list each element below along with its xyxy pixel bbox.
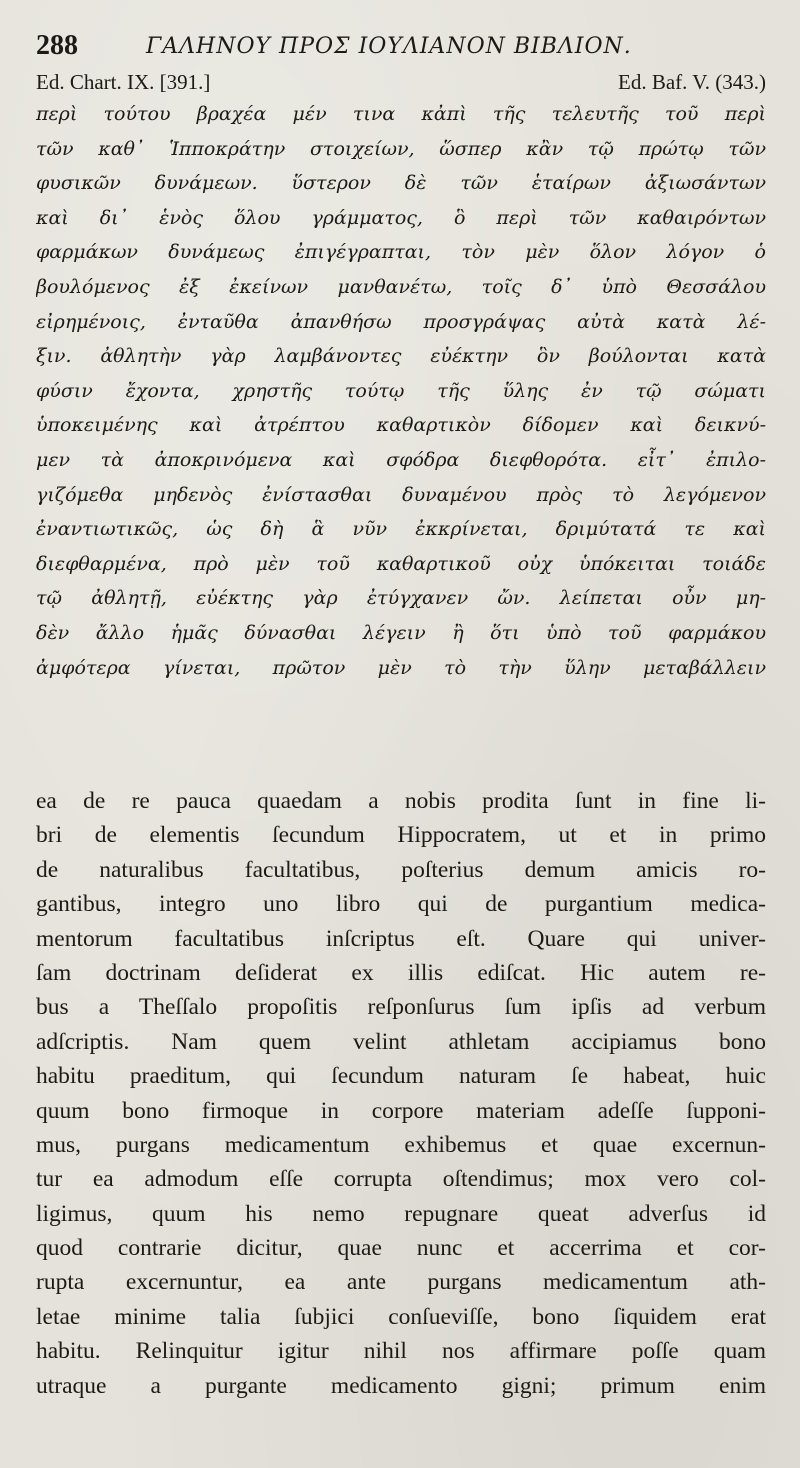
greek-text-line: ξιν. ἀθλητὴν γὰρ λαμβάνοντες εὐέκτην ὃν βούλονται κατὰ [36, 345, 766, 368]
latin-text-line: mentorum facultatibus inſcriptus eſt. Quare qui univer- [36, 925, 766, 952]
latin-text-line: habitu praeditum, qui ſecundum naturam ſe habeat, huic [36, 1063, 766, 1090]
greek-text-line: διεφθαρμένα, πρὸ μὲν τοῦ καθαρτικοῦ οὐχ ὑπόκειται τοιάδε [36, 552, 766, 575]
edition-chartier-reference: Ed. Chart. IX. [391.] [36, 70, 211, 94]
latin-text-line: tur ea admodum eſſe corrupta oſtendimus; mox vero col- [36, 1166, 766, 1193]
latin-text-line: mus, purgans medicamentum exhibemus et quae excernun- [36, 1131, 766, 1158]
greek-text-line: μεν τὰ ἀποκρινόμενα καὶ σφόδρα διεφθορότα. εἶτ᾽ ἐπιλο- [36, 448, 766, 471]
edition-basel-reference: Ed. Baf. V. (343.) [618, 70, 766, 94]
greek-text-line: δὲν ἄλλο ἡμᾶς δύνασθαι λέγειν ἢ ὅτι ὑπὸ τοῦ φαρμάκου [36, 621, 766, 644]
greek-text-line: ὑποκειμένης καὶ ἀτρέπτου καθαρτικὸν δίδομεν καὶ δεικνύ- [36, 414, 766, 437]
greek-text-block [36, 97, 766, 685]
latin-text-line: bri de elementis ſecundum Hippocratem, ut et in primo [36, 822, 766, 849]
latin-text-line: gantibus, integro uno libro qui de purgantium medica- [36, 891, 766, 918]
latin-text-line: rupta excernuntur, ea ante purgans medicamentum ath- [36, 1269, 766, 1296]
latin-text-line: adſcriptis. Nam quem velint athletam accipiamus bono [36, 1028, 766, 1055]
greek-text-line: τῶν καθ᾽ Ἱπποκράτην στοιχείων, ὥσπερ κἂν τῷ πρώτῳ τῶν [36, 137, 766, 160]
greek-text-line: περὶ τούτου βραχέα μέν τινα κἀπὶ τῆς τελευτῆς τοῦ περὶ [36, 103, 766, 125]
running-title: ΓΑΛΗΝΟΥ ΠΡΟΣ ΙΟΥΛΙΑΝΟΝ ΒΙΒΛΙΟΝ. [146, 34, 632, 59]
greek-text-line: φύσιν ἔχοντα, χρηστῆς τούτῳ τῆς ὕλης ἐν τῷ σώματι [36, 379, 766, 402]
latin-text-line: bus a Theſſalo propoſitis reſponſurus ſum ipſis ad verbum [36, 994, 766, 1021]
greek-text-line: φυσικῶν δυνάμεων. ὕστερον δὲ τῶν ἑταίρων ἀξιωσάντων [36, 172, 766, 195]
greek-text-line: εἰρημένοις, ἐνταῦθα ἀπανθήσω προσγράψας αὐτὰ κατὰ λέ- [36, 310, 766, 333]
edition-reference-line [36, 70, 766, 94]
greek-text-line: φαρμάκων δυνάμεως ἐπιγέγραπται, τὸν μὲν ὅλον λόγον ὁ [36, 241, 766, 264]
latin-text-line: letae minime talia ſubjici conſueviſſe, bono ſiquidem erat [36, 1303, 766, 1330]
latin-text-line: habitu. Relinquitur igitur nihil nos affirmare poſſe quam [36, 1338, 766, 1365]
latin-text-line: de naturalibus facultatibus, poſterius demum amicis ro- [36, 856, 766, 883]
page-number: 288 [36, 30, 78, 61]
latin-text-line: quod contrarie dicitur, quae nunc et accerrima et cor- [36, 1235, 766, 1262]
greek-text-line: ἀμφότερα γίνεται, πρῶτον μὲν τὸ τὴν ὕλην μεταβάλλειν [36, 656, 766, 679]
latin-text-line: utraque a purgante medicamento gigni; primum enim [36, 1372, 766, 1399]
greek-text-line: βουλόμενος ἐξ ἐκείνων μανθανέτω, τοῖς δ᾽ ὑπὸ Θεσσάλου [36, 275, 766, 298]
latin-text-line: ſam doctrinam deſiderat ex illis ediſcat. Hic autem re- [36, 959, 766, 986]
latin-text-block [36, 784, 766, 1403]
latin-text-line: quum bono firmoque in corpore materiam adeſſe ſupponi- [36, 1097, 766, 1124]
greek-text-line: γιζόμεθα μηδενὸς ἐνίστασθαι δυναμένου πρὸς τὸ λεγόμενον [36, 483, 766, 506]
greek-text-line: τῷ ἀθλητῇ, εὐέκτης γὰρ ἐτύγχανεν ὤν. λείπεται οὖν μη- [36, 587, 766, 610]
page-header [36, 28, 766, 64]
latin-text-line: ea de re pauca quaedam a nobis prodita ſunt in fine li- [36, 788, 766, 814]
greek-text-line: ἐναντιωτικῶς, ὡς δὴ ἃ νῦν ἐκκρίνεται, δριμύτατά τε καὶ [36, 518, 766, 541]
latin-text-line: ligimus, quum his nemo repugnare queat adverſus id [36, 1200, 766, 1227]
greek-text-line: καὶ δι᾽ ἑνὸς ὅλου γράμματος, ὃ περὶ τῶν καθαιρόντων [36, 206, 766, 229]
